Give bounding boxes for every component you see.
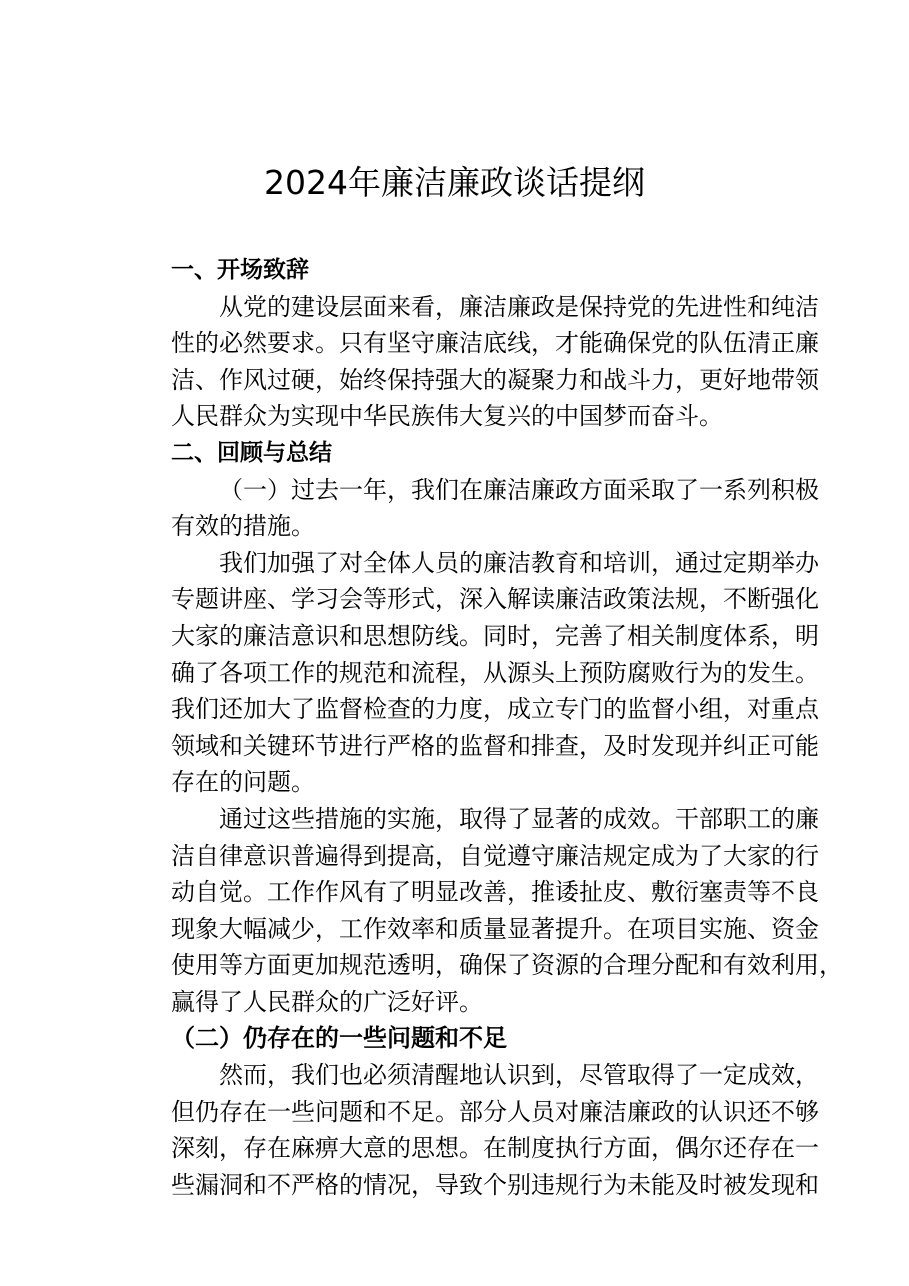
text-line: 洁、作风过硬，始终保持强大的凝聚力和战斗力，更好地带领	[171, 365, 819, 394]
text-line: 人民群众为实现中华民族伟大复兴的中国梦而奋斗。	[171, 402, 723, 431]
paragraph-measures	[123, 545, 819, 801]
text-line: 使用等方面更加规范透明，确保了资源的合理分配和有效利用，	[171, 951, 843, 980]
text-line: 通过这些措施的实施，取得了显著的成效。干部职工的廉	[219, 804, 819, 833]
text-line: 赢得了人民群众的广泛好评。	[171, 987, 483, 1016]
document-title: 2024年廉洁廉政谈话提纲	[264, 163, 645, 202]
text-line: 现象大幅减少，工作效率和质量显著提升。在项目实施、资金	[171, 914, 819, 943]
subheading-past-year	[123, 472, 819, 545]
text-line: 领域和关键环节进行严格的监督和排查，及时发现并纠正可能	[171, 731, 819, 760]
paragraph-results	[123, 801, 843, 1021]
section-heading-review: 二、回顾与总结	[171, 439, 332, 466]
text-line: 然而，我们也必须清醒地认识到，尽管取得了一定成效，	[219, 1061, 819, 1090]
text-line: 我们加强了对全体人员的廉洁教育和培训，通过定期举办	[219, 548, 819, 577]
paragraph-opening	[123, 289, 819, 435]
text-line: 但仍存在一些问题和不足。部分人员对廉洁廉政的认识还不够	[171, 1097, 819, 1126]
text-line: 确了各项工作的规范和流程，从源头上预防腐败行为的发生。	[171, 658, 819, 687]
text-line: 从党的建设层面来看，廉洁廉政是保持党的先进性和纯洁	[219, 292, 819, 321]
document-body	[123, 252, 843, 1203]
paragraph-shortcomings	[123, 1057, 819, 1203]
text-line: 专题讲座、学习会等形式，深入解读廉洁政策法规，不断强化	[171, 585, 819, 614]
text-line: 我们还加大了监督检查的力度，成立专门的监督小组，对重点	[171, 695, 819, 724]
text-line: 深刻，存在麻痹大意的思想。在制度执行方面，偶尔还存在一	[171, 1134, 819, 1163]
text-line: 有效的措施。	[171, 512, 315, 541]
subheading-shortcomings: （二）仍存在的一些问题和不足	[171, 1023, 507, 1053]
text-line: 性的必然要求。只有坚守廉洁底线，才能确保党的队伍清正廉	[171, 329, 819, 358]
text-line: 动自觉。工作作风有了明显改善，推诿扯皮、敷衍塞责等不良	[171, 878, 819, 907]
text-line: 洁自律意识普遍得到提高，自觉遵守廉洁规定成为了大家的行	[171, 841, 819, 870]
section-heading-opening: 一、开场致辞	[171, 257, 309, 283]
text-line: 些漏洞和不严格的情况，导致个别违规行为未能及时被发现和	[171, 1170, 819, 1199]
text-line: 大家的廉洁意识和思想防线。同时，完善了相关制度体系，明	[171, 621, 819, 650]
text-line: （一）过去一年，我们在廉洁廉政方面采取了一系列积极	[219, 475, 819, 504]
text-line: 存在的问题。	[171, 768, 315, 797]
